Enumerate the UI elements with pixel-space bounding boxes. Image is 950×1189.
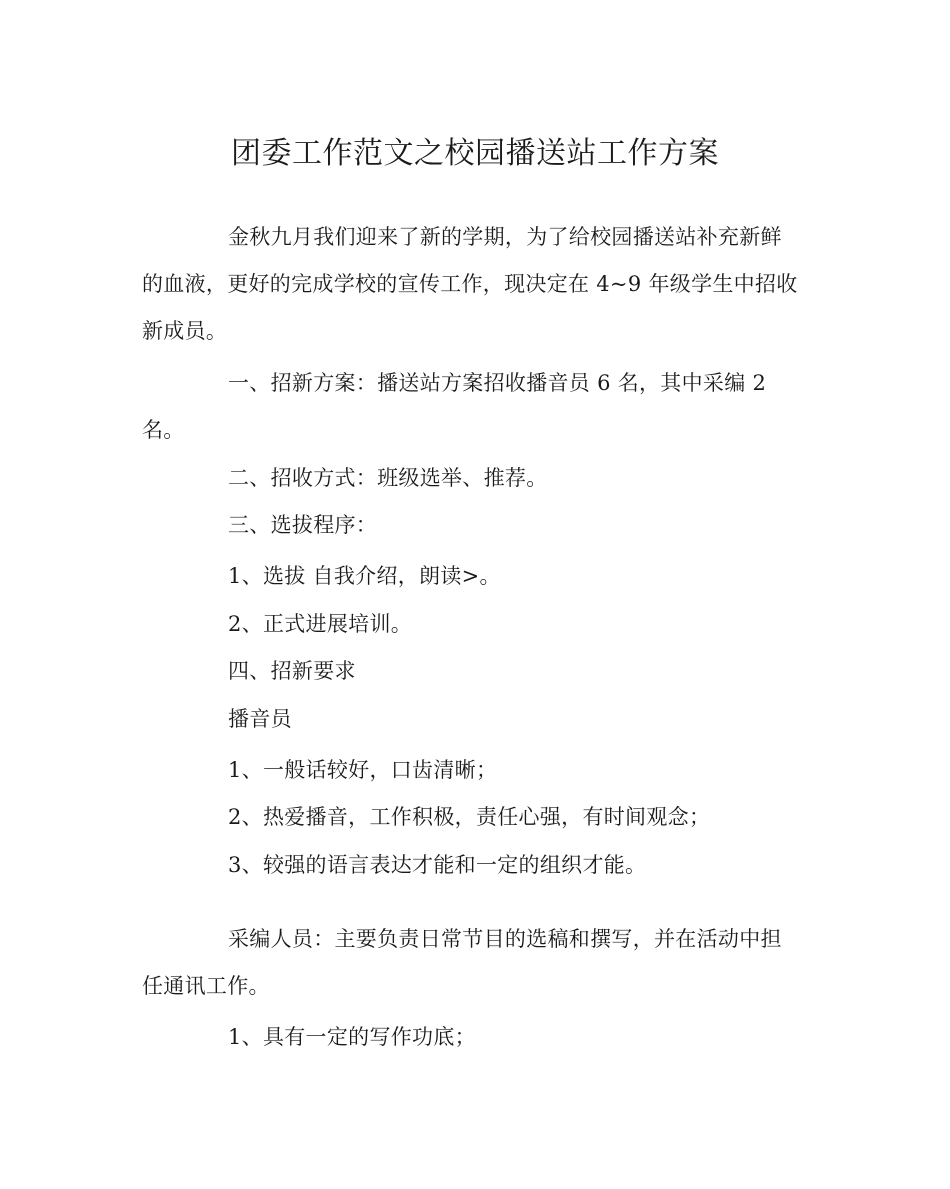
procedure-item-2: 2、正式进展培训。 [228, 612, 413, 636]
section-recruit-method: 二、招收方式：班级选举、推荐。 [228, 466, 548, 490]
announcer-requirement-3: 3、较强的语言表达才能和一定的组织才能。 [228, 853, 647, 877]
section-requirements: 四、招新要求 [228, 659, 356, 683]
section-recruit-plan-line-1: 一、招新方案：播送站方案招收播音员 6 名，其中采编 2 [228, 371, 767, 395]
procedure-item-1: 1、选拔 自我介绍，朗读>。 [228, 564, 501, 588]
editor-description-line-2: 任通讯工作。 [142, 974, 270, 998]
editor-requirement-1: 1、具有一定的写作功底； [228, 1025, 476, 1049]
paragraph-intro-line-1: 金秋九月我们迎来了新的学期，为了给校园播送站补充新鲜 [228, 225, 782, 249]
section-recruit-plan-line-2: 名。 [142, 418, 185, 442]
announcer-requirement-2: 2、热爱播音，工作积极，责任心强，有时间观念； [228, 805, 711, 829]
announcer-heading: 播音员 [228, 707, 292, 731]
paragraph-intro-line-3: 新成员。 [142, 319, 228, 343]
editor-description-line-1: 采编人员：主要负责日常节目的选稿和撰写，并在活动中担 [228, 927, 782, 951]
section-selection-procedure: 三、选拔程序： [228, 513, 378, 537]
paragraph-intro-line-2: 的血液，更好的完成学校的宣传工作，现决定在 4~9 年级学生中招收 [142, 272, 798, 296]
document-title: 团委工作范文之校园播送站工作方案 [231, 136, 719, 171]
announcer-requirement-1: 1、一般话较好，口齿清晰； [228, 758, 498, 782]
